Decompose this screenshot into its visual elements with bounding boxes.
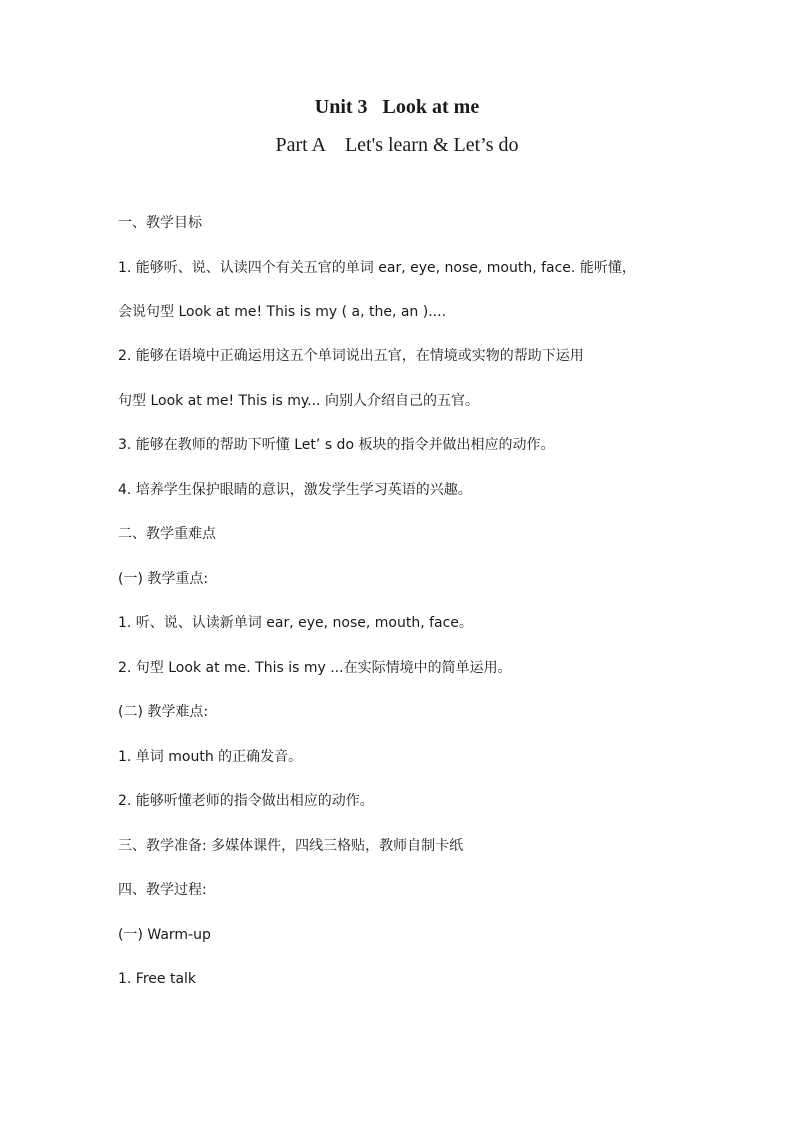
paragraph-line: 会说句型 Look at me! This is my ( a, the, an ).... — [118, 304, 447, 320]
paragraph-line: 句型 Look at me! This is my... 向别人介绍自己的五官。 — [118, 393, 479, 409]
paragraph-line: 2. 能够在语境中正确运用这五个单词说出五官，在情境或实物的帮助下运用 — [118, 348, 584, 364]
paragraph-line: 2. 句型 Look at me. This is my ...在实际情境中的简单运用。 — [118, 660, 512, 676]
page-subtitle: Part A Let's learn & Let’s do — [275, 134, 519, 156]
section-heading-objectives: 一、教学目标 — [118, 215, 202, 231]
subsection-heading: (一) Warm-up — [118, 927, 211, 943]
paragraph-line: 4. 培养学生保护眼睛的意识，激发学生学习英语的兴趣。 — [118, 482, 472, 498]
page-title: Unit 3 Look at me — [314, 96, 480, 118]
section-heading-process: 四、教学过程: — [118, 882, 207, 898]
paragraph-line: 1. 听、说、认读新单词 ear, eye, nose, mouth, face。 — [118, 615, 473, 631]
section-heading-preparation: 三、教学准备: 多媒体课件，四线三格贴，教师自制卡纸 — [118, 838, 464, 854]
paragraph-line: 1. 单词 mouth 的正确发音。 — [118, 749, 303, 765]
subsection-heading: (一) 教学重点: — [118, 571, 209, 587]
paragraph-line: 1. Free talk — [118, 971, 197, 987]
paragraph-line: 2. 能够听懂老师的指令做出相应的动作。 — [118, 793, 374, 809]
paragraph-line: 1. 能够听、说、认读四个有关五官的单词 ear, eye, nose, mouth, face. 能听懂， — [118, 260, 636, 276]
paragraph-line: 3. 能够在教师的帮助下听懂 Let’ s do 板块的指令并做出相应的动作。 — [118, 437, 555, 453]
subsection-heading: (二) 教学难点: — [118, 704, 209, 720]
section-heading-key-points: 二、教学重难点 — [118, 526, 216, 542]
